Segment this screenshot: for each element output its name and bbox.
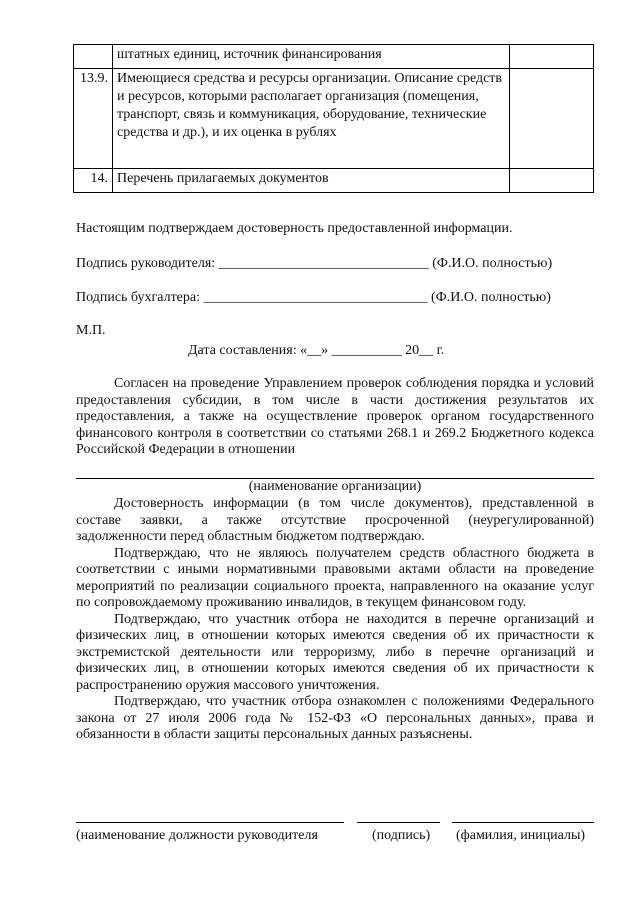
row-value xyxy=(510,45,594,69)
date-line: Дата составления: «__» __________ 20__ г. xyxy=(188,343,445,358)
signature-underline xyxy=(357,822,440,823)
confirm-statement: Настоящим подтверждаем достоверность предоставленной информации. xyxy=(76,221,513,236)
row-description: штатных единиц, источник финансирования xyxy=(113,45,510,69)
application-table xyxy=(73,44,594,193)
stamp-place: М.П. xyxy=(76,323,106,338)
declaration-paragraph: Достоверность информации (в том числе документов), представленной в составе заявки, а также отсутствие просроченной (неурегулированной) задолженности перед областным бюджетом подтверждаю. xyxy=(76,496,594,544)
declaration-paragraph: Подтверждаю, что не являюсь получателем средств областного бюджета в соответствии с иными нормативными правовыми актами области на проведение мероприятий по реализации социального проекта, направленного на оказание услуг по сопровождаемому проживанию инвалидов, в текущем финансовом году. xyxy=(76,545,594,610)
name-caption: (фамилия, инициалы) xyxy=(456,828,586,843)
row-description: Имеющиеся средства и ресурсы организации. Описание средств и ресурсов, которыми располагает организация (помещения, транспорт, связь и коммуникация, оборудование, технические средства и др.), и их оценка в рублях xyxy=(113,69,510,169)
accountant-signature-line xyxy=(76,289,551,307)
declaration-paragraph: Подтверждаю, что участник отбора не находится в перечне организаций и физических лиц, в отношении которых имеются сведения об их причастности к экстремистской деятельности или терроризму, либо в перечне организаций и физических лиц, в отношении которых имеются сведения об их причастности к распространению оружия массового уничтожения. xyxy=(76,611,594,693)
head-signature-label: Подпись руководителя: xyxy=(76,256,216,271)
signature-caption: (подпись) xyxy=(372,828,431,843)
head-signature-line xyxy=(76,255,552,273)
table-row xyxy=(74,169,594,193)
org-name-caption: (наименование организации) xyxy=(248,479,422,494)
row-value xyxy=(510,69,594,169)
row-number: 14. xyxy=(74,169,113,193)
accountant-signature-blank: ________________________________ xyxy=(203,290,428,305)
row-number xyxy=(74,45,113,69)
name-underline xyxy=(452,822,594,823)
row-value xyxy=(510,169,594,193)
agreement-text: Согласен на проведение Управлением проверок соблюдения порядка и условий предоставления субсидии, в том числе в части достижения результатов их предоставления, а также на осуществление проверок органом государственного финансового контроля в соответствии со статьями 268.1 и 269.2 Бюджетного кодекса Российской Федерации в отношении xyxy=(76,376,594,457)
row-number: 13.9. xyxy=(74,69,113,169)
table-row xyxy=(74,69,594,169)
declaration-paragraph: Подтверждаю, что участник отбора ознакомлен с положениями Федерального закона от 27 июля 2006 года № 152-ФЗ «О персональных данных», права и обязанности в области защиты персональных данных разъяснены. xyxy=(76,694,594,742)
table-row xyxy=(74,45,594,69)
agreement-paragraph xyxy=(76,376,594,459)
head-signature-suffix: (Ф.И.О. полностью) xyxy=(432,256,553,271)
accountant-signature-label: Подпись бухгалтера: xyxy=(76,290,201,305)
row-description: Перечень прилагаемых документов xyxy=(113,169,510,193)
accountant-signature-suffix: (Ф.И.О. полностью) xyxy=(431,290,551,305)
position-caption: (наименование должности руководителя xyxy=(76,828,318,843)
declarations xyxy=(76,496,594,744)
position-underline xyxy=(76,822,344,823)
head-signature-blank: ______________________________ xyxy=(218,256,429,271)
